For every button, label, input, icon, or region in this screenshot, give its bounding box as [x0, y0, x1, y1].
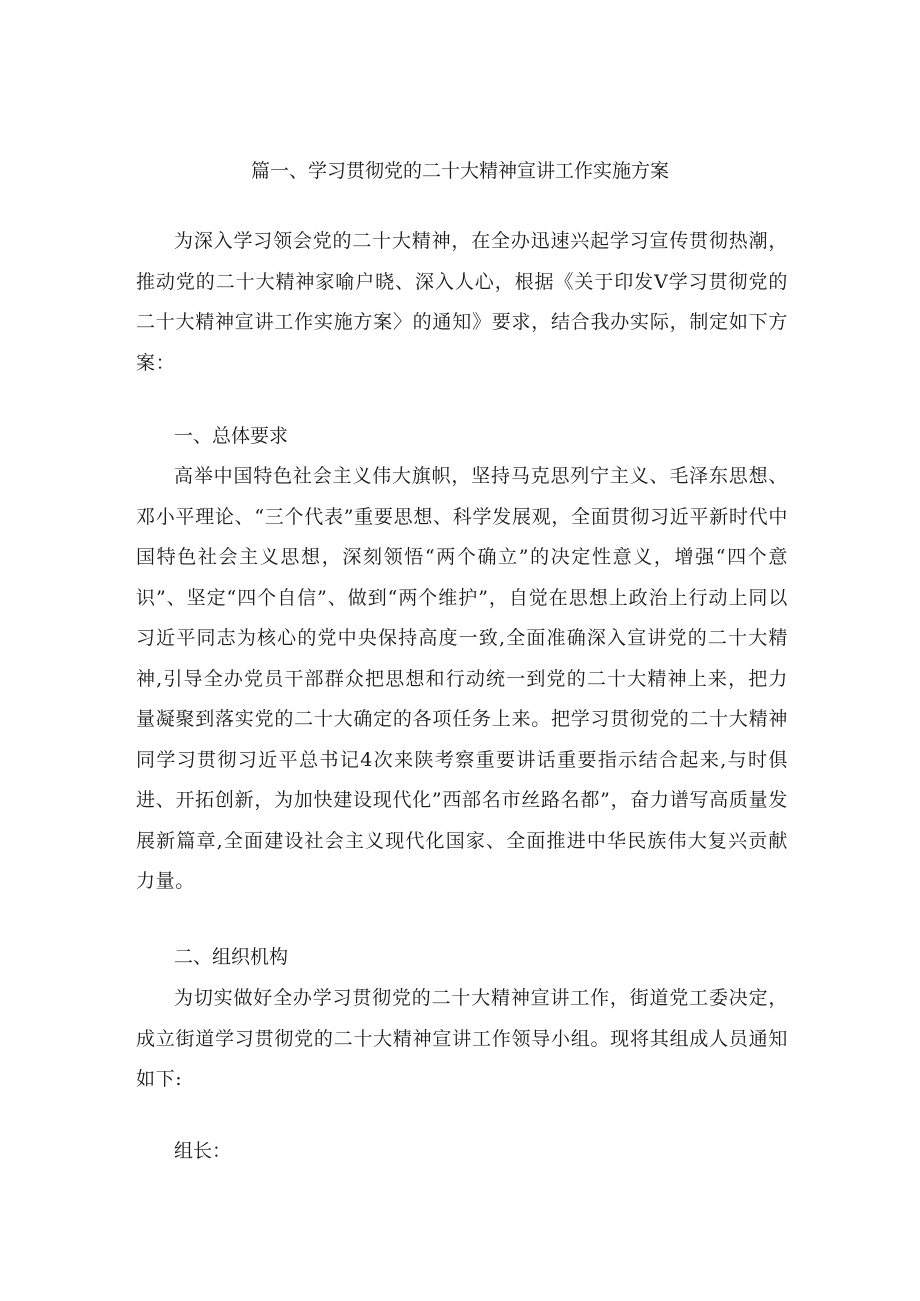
section-heading-general-requirements: 一、总体要求 — [174, 425, 289, 447]
organization-paragraph: 为切实做好全办学习贯彻党的二十大精神宣讲工作，街道党工委决定，成立街道学习贯彻党的二十大精神宣讲工作领导小组。现将其组成人员通知如下: — [136, 987, 788, 1090]
leader-label: 组长： — [174, 1140, 232, 1162]
document-title: 篇一、学习贯彻党的二十大精神宣讲工作实施方案 — [250, 160, 669, 182]
section-heading-organization: 二、组织机构 — [174, 946, 289, 968]
general-requirements-paragraph: 高举中国特色社会主义伟大旗帜，坚持马克思列宁主义、毛泽东思想、邓小平理论、“三个代表”重要思想、科学发展观，全面贯彻习近平新时代中国特色社会主义思想，深刻领悟“两个确立”的决定性意义，增强“四个意识”、坚定“四个自信”、做到“两个维护”，自觉在思想上政治上行动上同以习近平同志为核心的党中央保持高度一致,全面准确深入宣讲党的二十大精神,引导全办党员干部群众把思想和行动统一到党的二十大精神上来，把力量凝聚到落实党的二十大确定的各项任务上来。把学习贯彻党的二十大精神同学习贯彻习近平总书记4次来陕考察重要讲话重要指示结合起来,与时俱进、开拓创新，为加快建设现代化”西部名市丝路名都”，奋力谱写高质量发展新篇章,全面建设社会主义现代化国家、全面推进中华民族伟大复兴贡献力量。 — [136, 465, 788, 892]
intro-paragraph: 为深入学习领会党的二十大精神，在全办迅速兴起学习宣传贯彻热潮，推动党的二十大精神家喻户晓、深入人心，根据《关于印发V学习贯彻党的二十大精神宣讲工作实施方案〉的通知》要求，结合我办实际，制定如下方案： — [136, 230, 788, 374]
